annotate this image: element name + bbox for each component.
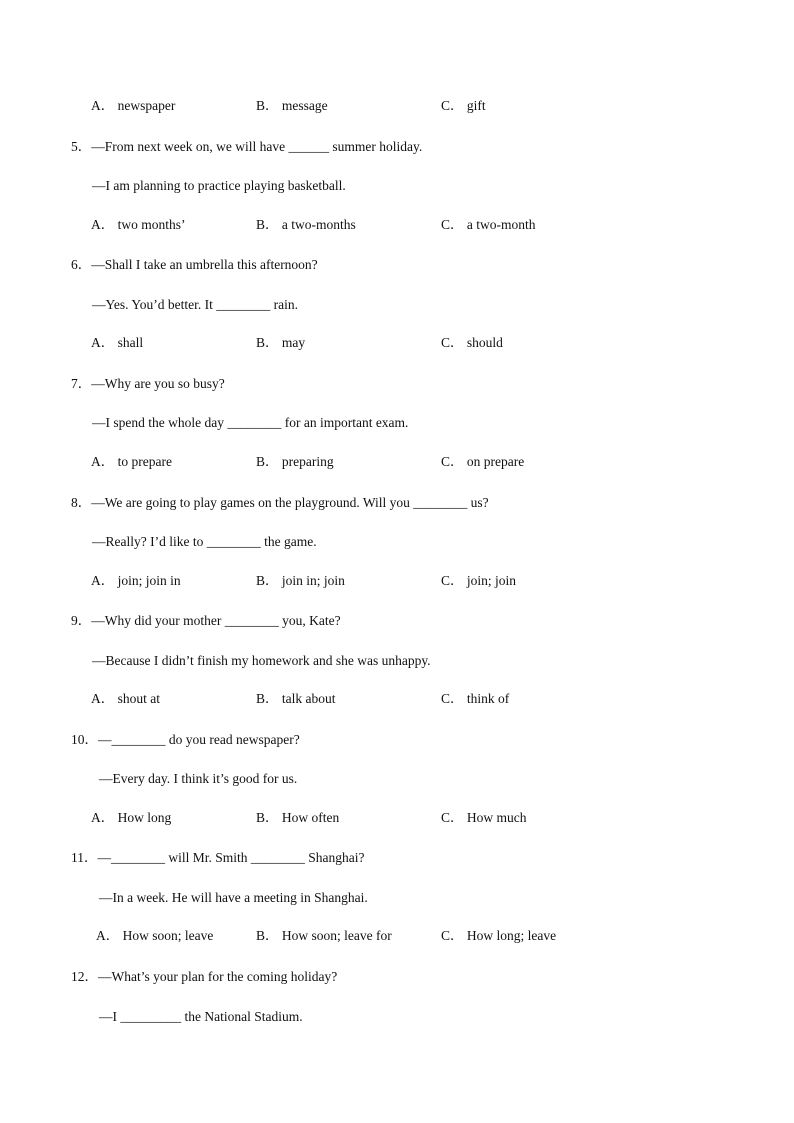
q11-stem: 11．—________ will Mr. Smith ________ Shanghai? — [71, 850, 365, 865]
q6-option-c: C． should — [441, 335, 503, 350]
q6-option-b: B． may — [256, 335, 306, 350]
q11-option-b: B． How soon; leave for — [256, 928, 392, 943]
q8-reply: —Really? I’d like to ________ the game. — [92, 534, 317, 549]
q5-option-c: C． a two-month — [441, 217, 536, 232]
q9-option-a: A． shout at — [91, 691, 160, 706]
q4-option-b: B． message — [256, 98, 328, 113]
q7-option-b: B． preparing — [256, 454, 334, 469]
q8-option-c: C． join; join — [441, 573, 517, 588]
q10-option-b: B． How often — [256, 810, 340, 825]
q8-stem: 8．—We are going to play games on the playground. Will you ________ us? — [71, 495, 489, 510]
q12-reply: —I _________ the National Stadium. — [99, 1009, 303, 1024]
q7-stem: 7．—Why are you so busy? — [71, 376, 225, 391]
q6-stem: 6．—Shall I take an umbrella this afternoon? — [71, 257, 318, 272]
q6-option-a: A． shall — [91, 335, 144, 350]
q7-option-c: C． on prepare — [441, 454, 525, 469]
q9-stem: 9．—Why did your mother ________ you, Kate? — [71, 613, 341, 628]
q5-option-b: B． a two-months — [256, 217, 356, 232]
q4-option-a: A． newspaper — [91, 98, 176, 113]
q8-option-b: B． join in; join — [256, 573, 345, 588]
q12-stem: 12．—What’s your plan for the coming holiday? — [71, 969, 338, 984]
q10-reply: —Every day. I think it’s good for us. — [99, 771, 298, 786]
q10-stem: 10．—________ do you read newspaper? — [71, 732, 300, 747]
q11-option-c: C． How long; leave — [441, 928, 557, 943]
q10-option-a: A． How long — [91, 810, 172, 825]
q5-option-a: A． two months’ — [91, 217, 186, 232]
q5-stem: 5．—From next week on, we will have ______ summer holiday. — [71, 139, 423, 154]
q10-option-c: C． How much — [441, 810, 527, 825]
q5-reply: —I am planning to practice playing basketball. — [92, 178, 346, 193]
q6-reply: —Yes. You’d better. It ________ rain. — [92, 297, 299, 312]
q9-option-b: B． talk about — [256, 691, 336, 706]
q7-option-a: A． to prepare — [91, 454, 172, 469]
q9-option-c: C． think of — [441, 691, 510, 706]
q9-reply: —Because I didn’t finish my homework and she was unhappy. — [92, 653, 431, 668]
q4-option-c: C． gift — [441, 98, 486, 113]
q7-reply: —I spend the whole day ________ for an important exam. — [92, 415, 409, 430]
q8-option-a: A． join; join in — [91, 573, 181, 588]
q11-reply: —In a week. He will have a meeting in Shanghai. — [99, 890, 368, 905]
q11-option-a: A． How soon; leave — [96, 928, 214, 943]
